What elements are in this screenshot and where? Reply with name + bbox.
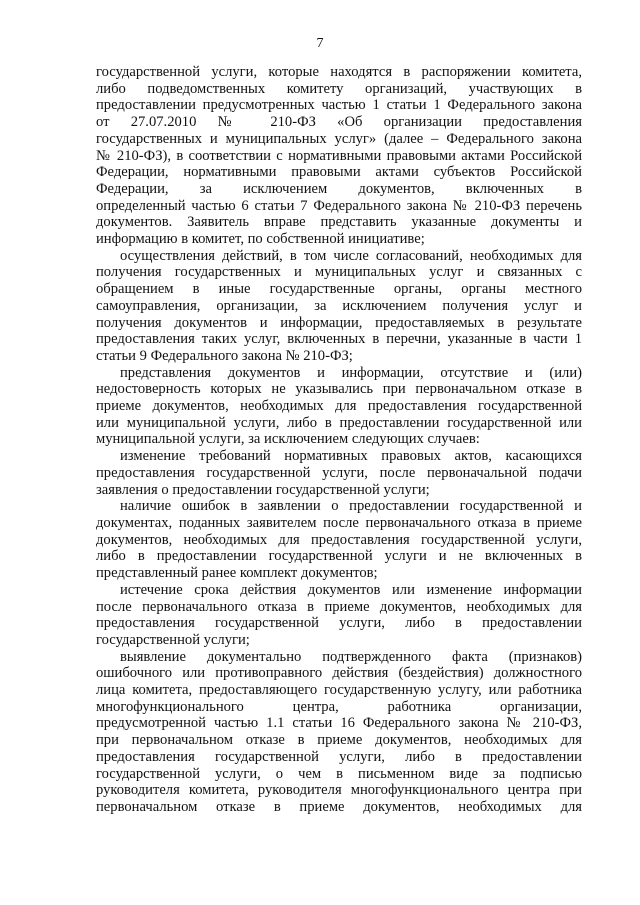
text-line: недостоверность которых не указывались при первоначальном отказе в	[96, 381, 582, 398]
body-text	[96, 64, 582, 816]
page-number: 7	[316, 36, 324, 51]
text-line: первоначальном отказе в приеме документов, необходимых для	[96, 798, 582, 815]
text-line: или муниципальной услуги, либо в предоставлении государственной или	[96, 414, 582, 431]
text-line: предоставления таких услуг, включенных в перечни, указанные в части 1	[96, 331, 582, 348]
text-line: муниципальной услуги, за исключением следующих случаев:	[96, 431, 480, 448]
text-line: определенный частью 6 статьи 7 Федерального закона № 210-ФЗ перечень	[96, 197, 582, 214]
text-line: государственной услуги, о чем в письменном виде за подписью	[96, 765, 582, 782]
text-line: либо подведомственных комитету организаций, участвующих в	[96, 80, 582, 97]
text-line: выявление документально подтвержденного факта (признаков)	[120, 648, 582, 665]
text-line: получения государственных и муниципальных услуг и связанных с	[96, 264, 582, 281]
text-line: после первоначального отказа в приеме документов, необходимых для	[96, 598, 582, 615]
text-line: документов, необходимых для предоставления государственной услуги,	[96, 531, 582, 548]
text-line: предусмотренной частью 1.1 статьи 16 Федерального закона № 210-ФЗ,	[96, 715, 582, 732]
text-line: Федерации, за исключением документов, включенных в	[96, 180, 582, 197]
text-line: либо в предоставлении государственной услуги и не включенных в	[96, 548, 582, 565]
text-line: осуществления действий, в том числе согласований, необходимых для	[120, 247, 582, 264]
text-line: от 27.07.2010 № 210-ФЗ «Об организации предоставления	[96, 114, 582, 131]
text-line: предоставления государственной услуги, после первоначальной подачи	[96, 464, 582, 481]
text-line: статьи 9 Федерального закона № 210-ФЗ;	[96, 347, 353, 364]
text-line: Федерации, нормативными правовыми актами субъектов Российской	[96, 164, 582, 181]
text-line: государственных и муниципальных услуг» (далее – Федерального закона	[96, 130, 582, 147]
text-line: многофункционального центра, работника организации,	[96, 698, 582, 715]
text-line: ошибочного или противоправного действия (бездействия) должностного	[96, 665, 582, 682]
text-line: документов. Заявитель вправе представить указанные документы и	[96, 214, 582, 231]
text-line: представления документов и информации, отсутствие и (или)	[120, 364, 582, 381]
text-line: наличие ошибок в заявлении о предоставлении государственной и	[120, 498, 582, 515]
text-line: предоставления государственной услуги, либо в предоставлении	[96, 615, 582, 632]
text-line: документах, поданных заявителем после первоначального отказа в приеме	[96, 514, 582, 531]
text-line: государственной услуги, которые находятся в распоряжении комитета,	[96, 64, 582, 80]
text-line: приеме документов, необходимых для предоставления государственной	[96, 398, 582, 415]
text-line: государственной услуги;	[96, 631, 250, 648]
text-line: представленный ранее комплект документов;	[96, 565, 378, 582]
text-line: заявления о предоставлении государственной услуги;	[96, 481, 430, 498]
text-line: руководителя комитета, руководителя многофункционального центра при	[96, 782, 582, 799]
text-line: при первоначальном отказе в приеме документов, необходимых для	[96, 732, 582, 749]
text-line: истечение срока действия документов или изменение информации	[120, 581, 582, 598]
text-line: обращением в иные государственные органы, органы местного	[96, 281, 582, 298]
text-line: предоставлении предусмотренных частью 1 статьи 1 Федерального закона	[96, 97, 582, 114]
text-line: лица комитета, предоставляющего государственную услугу, или работника	[96, 682, 582, 699]
text-line: информацию в комитет, по собственной инициативе;	[96, 231, 425, 248]
text-line: № 210-ФЗ), в соответствии с нормативными правовыми актами Российской	[96, 147, 582, 164]
text-line: получения документов и информации, предоставляемых в результате	[96, 314, 582, 331]
text-line: изменение требований нормативных правовых актов, касающихся	[120, 448, 582, 465]
text-line: предоставления государственной услуги, либо в предоставлении	[96, 748, 582, 765]
text-line: самоуправления, организации, за исключением получения услуг и	[96, 297, 582, 314]
